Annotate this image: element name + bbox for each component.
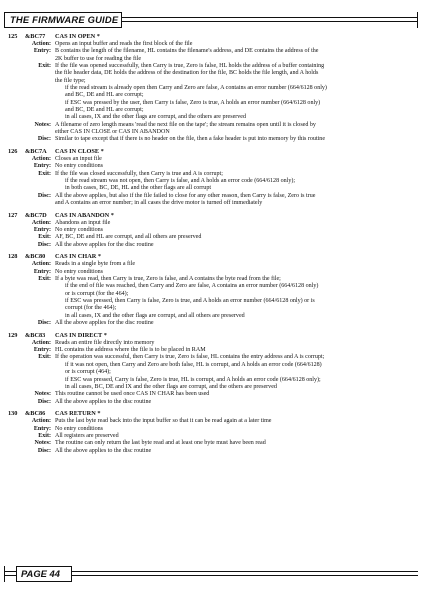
entry-address: &BC7A — [25, 148, 47, 156]
field-label — [8, 305, 55, 312]
field-text: If the operation was successful, then Carry is true, Zero is false, HL contains the entry address and A is corrupt; — [55, 354, 325, 361]
field-label: Action: — [31, 156, 51, 163]
field-label: Disc: — [37, 241, 51, 248]
field-text: the file type; — [55, 77, 86, 84]
field-text: All the above applies to the disc routine — [55, 447, 152, 454]
field-label: Exit: — [38, 276, 51, 283]
field-label: Action: — [31, 339, 51, 346]
firmware-entry — [8, 253, 416, 327]
field-label — [8, 362, 55, 369]
field-text: either CAS IN CLOSE or CAS IN ABANDON — [55, 129, 170, 136]
field-text: if the end of file was reached, then Carry and Zero are false, A contains an error number (664/6128 only) — [65, 283, 319, 290]
field-label — [8, 185, 55, 192]
entry-heading — [8, 33, 416, 41]
entry-line — [8, 261, 416, 268]
field-text: No entry conditions — [55, 268, 104, 275]
entry-number: 128 — [8, 253, 18, 261]
field-text: and A contains an error number; in all cases the drive motor is turned off immediately — [55, 200, 263, 207]
firmware-entry — [8, 33, 416, 144]
field-text: the file header data, DE holds the address of the destination for the file, BC holds the file length, and A holds — [55, 70, 319, 77]
field-text: Puts the last byte read back into the input buffer so that it can be read again at a later time — [55, 418, 272, 425]
entry-line — [8, 100, 416, 107]
entry-line — [8, 369, 416, 376]
field-label — [8, 107, 55, 114]
field-label: Exit: — [38, 170, 51, 177]
field-text: No entry conditions — [55, 425, 104, 432]
page-footer — [4, 566, 418, 584]
field-label — [8, 291, 55, 298]
field-text: if ESC was pressed, Carry is false, Zero is true, HL is corrupt, and A holds an error code (664/6128 only); — [65, 376, 321, 383]
entry-name: CAS IN OPEN * — [55, 33, 100, 40]
footer-rule-end — [4, 566, 5, 582]
entry-line — [8, 399, 416, 406]
footer-rule — [72, 575, 418, 576]
entry-line — [8, 193, 416, 200]
field-text: if the read stream was not open, then Carry is false, and A holds an error code (664/6128 only); — [65, 178, 296, 185]
field-label: Action: — [31, 219, 51, 226]
field-label — [8, 298, 55, 305]
entry-line — [8, 163, 416, 170]
header-rule-end — [417, 12, 418, 28]
entry-line — [8, 242, 416, 249]
field-text: Reads an entire file directly into memory — [55, 339, 155, 346]
field-label: Entry: — [33, 227, 51, 234]
field-text: All the above applies for the disc routine — [55, 320, 154, 327]
header-rule — [122, 21, 418, 22]
entry-line — [8, 426, 416, 433]
firmware-entries — [8, 33, 416, 459]
entry-heading — [8, 410, 416, 418]
field-label — [8, 129, 55, 136]
firmware-entry — [8, 148, 416, 207]
entry-line — [8, 78, 416, 85]
entry-line — [8, 48, 416, 55]
field-label: Notes: — [34, 391, 51, 398]
entry-line — [8, 391, 416, 398]
field-text: Closes an input file — [55, 156, 102, 163]
entry-name: CAS IN ABANDON * — [55, 211, 114, 219]
field-text: if ESC was pressed by the user, then Carry is false, Zero is true, A holds an error number (664/6128 only) — [65, 99, 321, 106]
entry-line — [8, 234, 416, 241]
field-text: or is corrupt (464); — [65, 369, 111, 376]
field-text: All the above applies, but also if the file failed to close for any other reason, then Carry is false, Zero is true — [55, 192, 316, 199]
entry-address: &BC7D — [25, 211, 47, 219]
field-text: 2K buffer to use for reading the file — [55, 55, 142, 62]
field-text: or is corrupt (for the 464); — [65, 290, 129, 297]
field-label — [8, 283, 55, 290]
entry-line — [8, 291, 416, 298]
field-label: Entry: — [33, 425, 51, 432]
entry-line — [8, 171, 416, 178]
field-label — [8, 92, 55, 99]
field-text: in all cases, IX and the other flags are corrupt, and all others are preserved — [65, 312, 245, 319]
field-text: in both cases, BC, DE, HL and the other flags are all corrupt — [65, 185, 212, 192]
field-label — [8, 78, 55, 85]
field-text: If the file was opened successfully, then Carry is true, Zero is false, HL holds the address of a buffer containing — [55, 62, 325, 69]
entry-line — [8, 122, 416, 129]
field-label: Disc: — [37, 136, 51, 143]
entry-line — [8, 92, 416, 99]
field-label: Exit: — [38, 432, 51, 439]
entry-line — [8, 377, 416, 384]
footer-rule — [72, 571, 418, 572]
entry-line — [8, 320, 416, 327]
field-label: Disc: — [37, 192, 51, 199]
entry-line — [8, 384, 416, 391]
entry-name: CAS IN DIRECT * — [55, 331, 107, 339]
field-text: if ESC was pressed, then Carry is false, Zero is true, and A holds an error number (664/6128 only) or is — [65, 298, 315, 305]
entry-line — [8, 269, 416, 276]
field-label — [8, 85, 55, 92]
field-label — [8, 70, 55, 77]
entry-line — [8, 418, 416, 425]
firmware-entry — [8, 212, 416, 249]
entry-line — [8, 354, 416, 361]
field-label: Action: — [31, 261, 51, 268]
entry-heading — [8, 332, 416, 340]
field-text: No entry conditions — [55, 163, 104, 170]
field-text: Reads in a single byte from a file — [55, 261, 136, 268]
field-label: Exit: — [38, 62, 51, 69]
entry-number: 127 — [8, 211, 18, 219]
footer-rule — [4, 571, 16, 572]
field-text: HL contains the address where the file is to be placed in RAM — [55, 347, 206, 354]
entry-line — [8, 70, 416, 77]
field-text: in all cases, BC, DE and IX and the other flags are corrupt, and the others are preserved — [65, 383, 277, 390]
field-text: Similar to tape except that if there is no header on the file, then a fake header is put into memory by this routine — [55, 136, 326, 143]
field-label: Entry: — [33, 163, 51, 170]
entry-name: CAS IN CLOSE * — [55, 148, 104, 156]
entry-line — [8, 220, 416, 227]
field-text: This routine cannot be used once CAS IN CHAR has been used — [55, 391, 210, 398]
field-text: A filename of zero length means 'read the next file on the tape'; the stream remains open until it is closed by — [55, 121, 316, 128]
field-label — [8, 377, 55, 384]
field-label: Notes: — [34, 121, 51, 128]
field-label: Exit: — [38, 234, 51, 241]
field-text: The routine can only return the last byte read and at least one byte must have been read — [55, 440, 266, 447]
field-text: AF, BC, DE and HL are corrupt, and all others are preserved — [55, 234, 202, 241]
field-text: in all cases, IX and the other flags are corrupt, and the others are preserved — [65, 114, 246, 121]
entry-line — [8, 448, 416, 455]
entry-line — [8, 56, 416, 63]
field-text: B contains the length of the filename, HL contains the filename's address, and DE contains the address of the — [55, 48, 319, 55]
field-text: Abandons an input file — [55, 219, 111, 226]
entry-line — [8, 305, 416, 312]
entry-line — [8, 227, 416, 234]
entry-number: 129 — [8, 331, 18, 339]
field-text: and BC, DE and HL are corrupt; — [65, 107, 144, 113]
field-text: All the above applies to the disc routine — [55, 398, 152, 405]
field-label — [8, 384, 55, 391]
entry-address: &BC77 — [25, 33, 46, 40]
page-header — [4, 12, 418, 30]
field-label: Entry: — [33, 48, 51, 55]
field-label: Action: — [31, 40, 51, 47]
field-label — [8, 200, 55, 207]
footer-rule — [4, 575, 16, 576]
page-number: PAGE 44 — [16, 566, 72, 582]
entry-line — [8, 156, 416, 163]
field-text: corrupt (for the 464); — [65, 305, 117, 312]
entry-name: CAS RETURN * — [55, 410, 101, 418]
header-rule — [122, 17, 418, 18]
field-label: Disc: — [37, 320, 51, 327]
entry-heading — [8, 148, 416, 156]
field-label — [8, 56, 55, 63]
field-label: Disc: — [37, 447, 51, 454]
firmware-entry — [8, 410, 416, 455]
entry-line — [8, 136, 416, 143]
entry-address: &BC80 — [25, 253, 46, 261]
field-text: No entry conditions — [55, 227, 104, 234]
entry-line — [8, 433, 416, 440]
field-label: Entry: — [33, 347, 51, 354]
entry-heading — [8, 212, 416, 220]
field-label: Exit: — [38, 354, 51, 361]
field-label — [8, 178, 55, 185]
field-label: Entry: — [33, 268, 51, 275]
field-text: If the file was closed successfully, then Carry is true and A is corrupt; — [55, 170, 223, 177]
entry-line — [8, 440, 416, 447]
entry-line — [8, 283, 416, 290]
entry-line — [8, 200, 416, 207]
header-title: THE FIRMWARE GUIDE — [4, 12, 122, 28]
entry-number: 126 — [8, 148, 18, 156]
field-label: Action: — [31, 418, 51, 425]
firmware-entry — [8, 332, 416, 406]
entry-line — [8, 185, 416, 192]
field-text: If a byte was read, then Carry is true, Zero is false, and A contains the byte read from the file; — [55, 276, 281, 283]
entry-line — [8, 114, 416, 121]
field-text: Opens an input buffer and reads the first block of the file — [55, 40, 193, 47]
entry-address: &BC86 — [25, 410, 46, 418]
field-label — [8, 100, 55, 107]
entry-address: &BC83 — [25, 331, 46, 339]
entry-line — [8, 85, 416, 92]
field-label: Disc: — [37, 398, 51, 405]
field-text: All the above applies for the disc routine — [55, 241, 154, 248]
field-label — [8, 114, 55, 121]
field-text: if it was not open, then Carry and Zero are both false, HL is corrupt, and A holds an error code (664/6128) — [65, 361, 322, 368]
field-label — [8, 369, 55, 376]
field-text: and BC, DE and HL are corrupt; — [65, 92, 144, 99]
entry-name: CAS IN CHAR * — [55, 253, 102, 261]
entry-number: 125 — [8, 33, 18, 40]
entry-number: 130 — [8, 410, 18, 418]
field-label: Notes: — [34, 440, 51, 447]
field-text: All registers are preserved — [55, 432, 119, 439]
field-label — [8, 313, 55, 320]
field-text: if the read stream is already open then Carry and Zero are false, A contains an error number (664/6128 only) — [65, 84, 327, 91]
